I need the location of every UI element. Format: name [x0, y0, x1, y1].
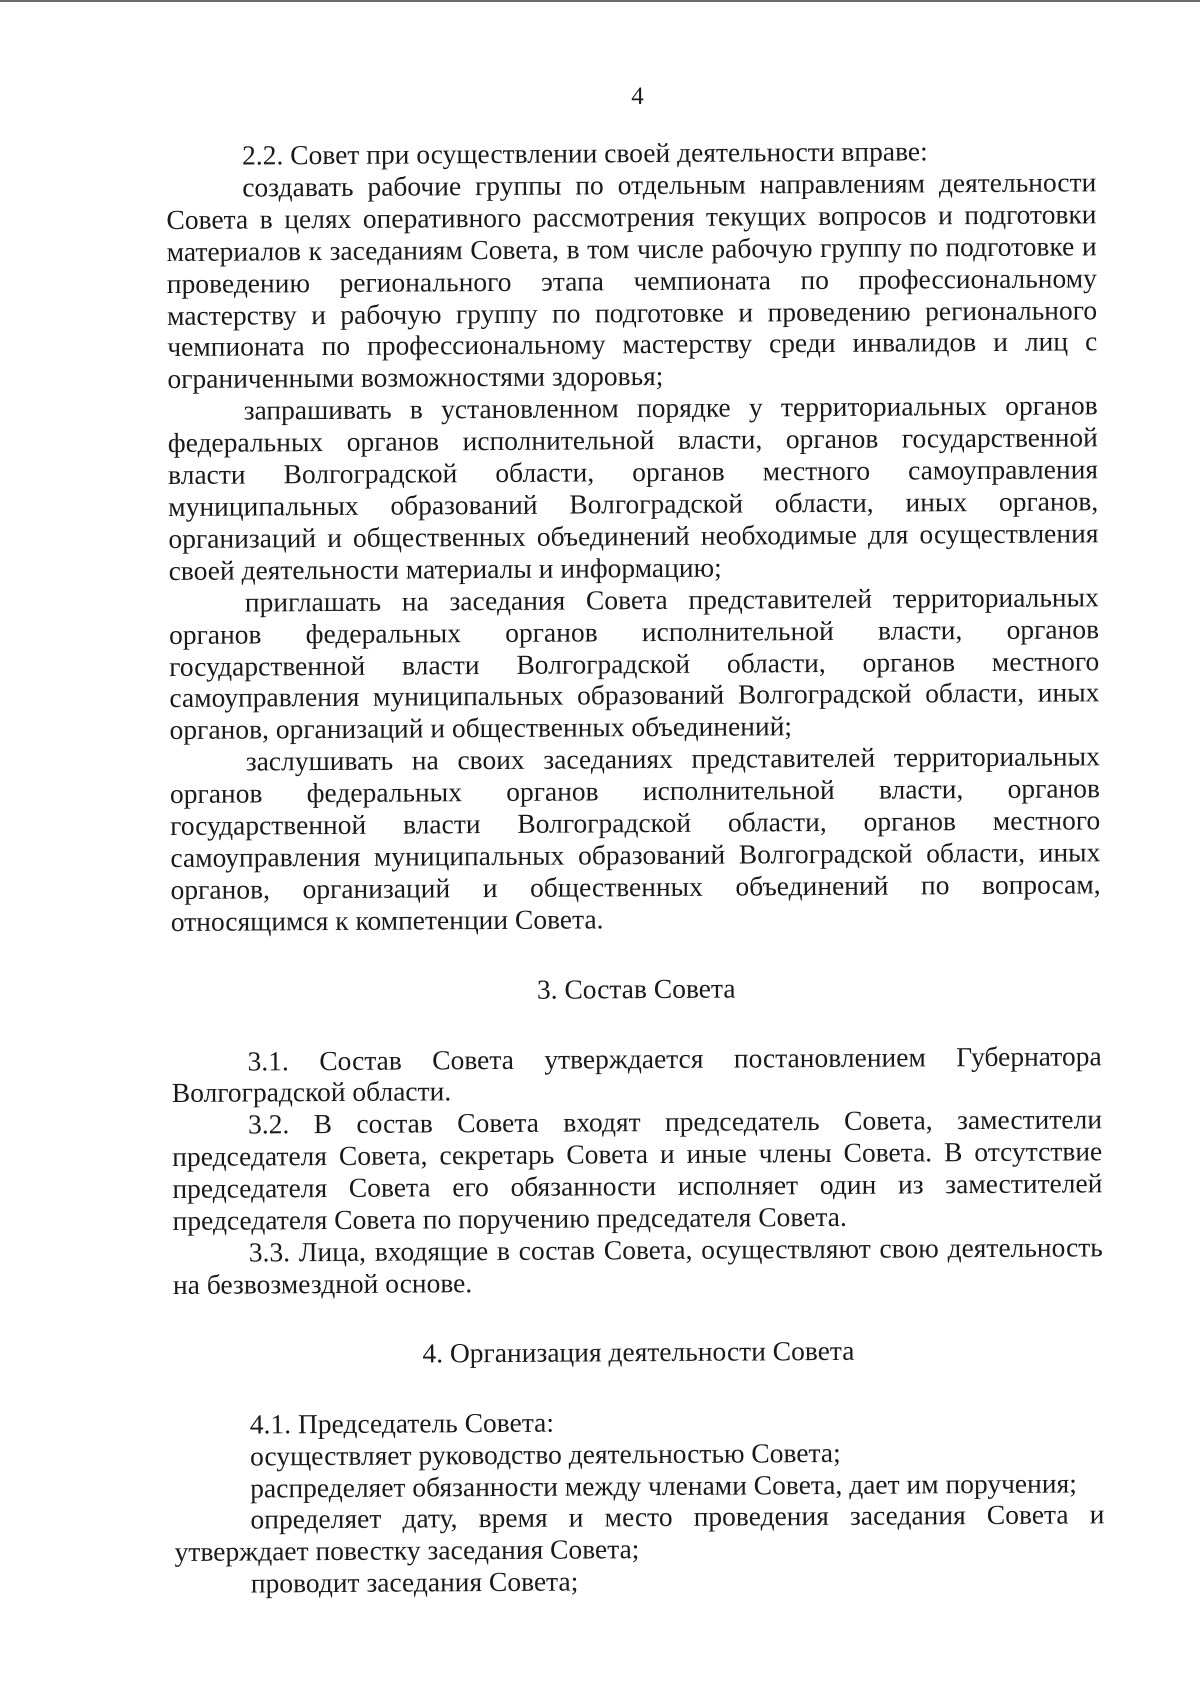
paragraph-request-materials: запрашивать в установленном порядке у территориальных органов федеральных органов исполнительной власти, органов государственной власти Волгоградской области, органов местного самоуправления муниципальных образований Волгоградской области, иных органов, организаций и общественных объединений необходимые для осуществления своей деятельности материалы и информацию; [167, 389, 1099, 586]
paragraph-leads-activity: осуществляет руководство деятельностью Совета; [249, 1436, 841, 1472]
paragraph-3-1: 3.1. Состав Совета утверждается постановлением Губернатора Волгоградской области. [171, 1039, 1102, 1109]
paragraph-hear-representatives: заслушивать на своих заседаниях представителей территориальных органов федеральных органов исполнительной власти, органов государственной власти Волгоградской области, органов местного самоуправления муниципальных образований Волгоградской области, иных органов, организаций и общественных объединений по вопросам, относящимся к компетенции Совета. [169, 740, 1101, 937]
section-heading-organization: 4. Организация деятельности Совета [422, 1334, 855, 1369]
paragraph-3-2: 3.2. В состав Совета входят председатель Совета, заместители председателя Совета, секретарь Совета и иные члены Совета. В отсутствие председателя Совета его обязанности исполняет один из заместителей председателя Совета по поручению председателя Совета. [172, 1103, 1103, 1237]
paragraph-4-1: 4.1. Председатель Совета: [249, 1406, 555, 1440]
section-heading-composition: 3. Состав Совета [536, 972, 736, 1005]
page-number: 4 [631, 83, 644, 110]
paragraph-sets-meeting-date: определяет дату, время и место проведения заседания Совета и утверждает повестку заседания Совета; [174, 1498, 1105, 1568]
scan-top-edge [0, 0, 1200, 2]
paragraph-distributes-duties: распределяет обязанности между членами Совета, дает им поручения; [250, 1466, 1077, 1504]
paragraph-create-working-groups: создавать рабочие группы по отдельным направлениям деятельности Совета в целях оперативного рассмотрения текущих вопросов и подготовки материалов к заседаниям Совета, в том числе рабочую группу по подготовке и проведению регионального этапа чемпионата по профессиональному мастерству и рабочую группу по подготовке и проведению регионального чемпионата по профессиональному мастерству среди инвалидов и лиц с ограниченными возможностями здоровья; [166, 166, 1098, 395]
paragraph-3-3: 3.3. Лица, входящие в состав Совета, осуществляют свою деятельность на безвозмездной основе. [172, 1231, 1103, 1300]
paragraph-invite-representatives: приглашать на заседания Совета представителей территориальных органов федеральных органов исполнительной власти, органов государственной власти Волгоградской области, органов местного самоуправления муниципальных образований Волгоградской области, иных органов, организаций и общественных объединений; [168, 580, 1100, 746]
paragraph-conducts-meetings: проводит заседания Совета; [250, 1565, 579, 1599]
paragraph-2-2: 2.2. Совет при осуществлении своей деятельности вправе: [241, 135, 928, 171]
document-body [166, 134, 1105, 1600]
